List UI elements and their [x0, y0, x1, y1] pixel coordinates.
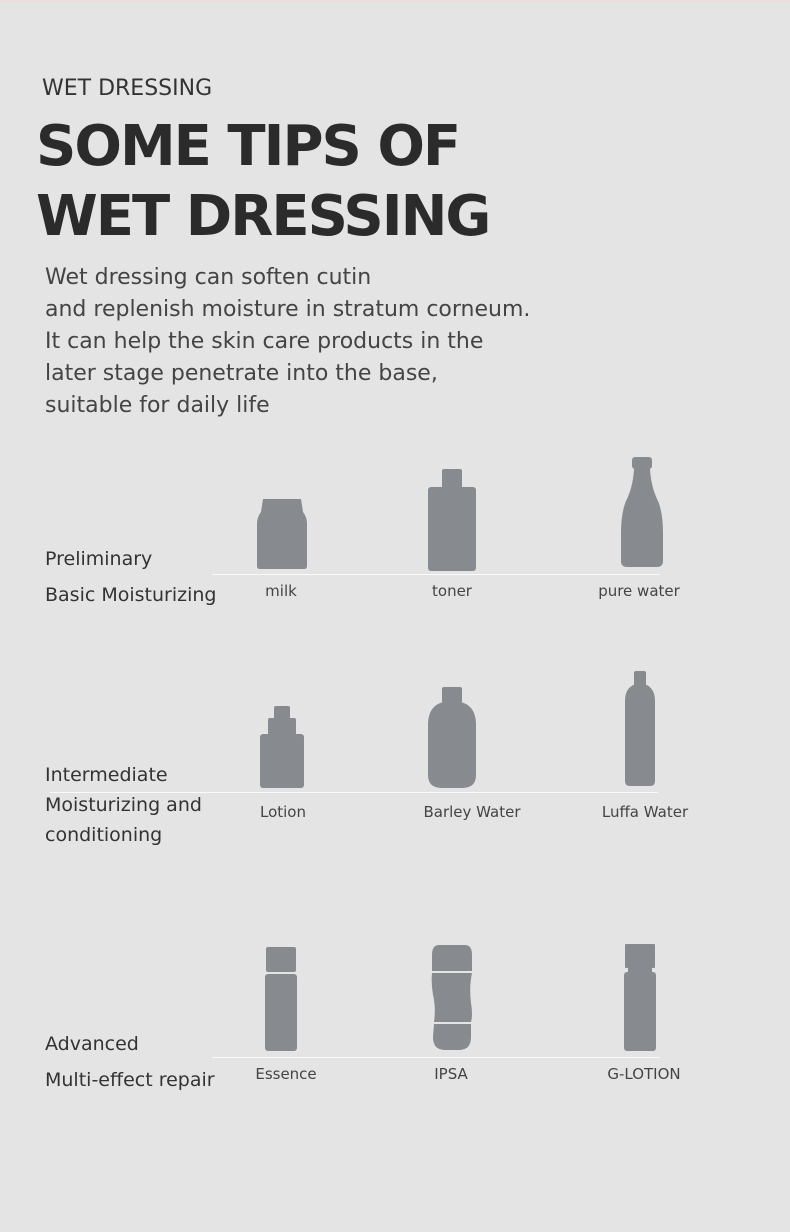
intro-line: suitable for daily life [45, 393, 270, 418]
rounded-bottle-icon [428, 687, 476, 789]
block-cap-bottle-icon [624, 944, 656, 1052]
tall-flask-bottle-icon [620, 457, 664, 569]
stage-label-line: conditioning [45, 824, 163, 846]
jar-bottle-icon [256, 498, 308, 570]
intro-line: Wet dressing can soften cutin [45, 265, 372, 290]
stage-label-line: Moisturizing and [45, 794, 202, 816]
square-bottle-icon [428, 469, 476, 571]
intro-paragraph [45, 262, 530, 422]
product-name: Luffa Water [601, 803, 689, 821]
stage-label-advanced [45, 1026, 215, 1098]
stage-label-intermediate [45, 760, 202, 850]
page-title-line-2: WET DRESSING [36, 184, 490, 249]
stage-label-line: Advanced [45, 1033, 139, 1055]
stage-label-line: Multi-effect repair [45, 1069, 215, 1091]
intro-line: later stage penetrate into the base, [45, 361, 438, 386]
pump-bottle-icon [260, 706, 304, 788]
stage-label-line: Preliminary [45, 548, 153, 570]
intro-line: and replenish moisture in stratum corneum. [45, 297, 531, 322]
page-title [36, 112, 489, 252]
cap-bottle-icon [265, 947, 297, 1051]
stage-label-preliminary [45, 541, 216, 613]
stage-label-line: Intermediate [45, 764, 168, 786]
shelf-line [212, 1057, 660, 1058]
product-name: G-LOTION [607, 1065, 681, 1083]
page-title-line-1: SOME TIPS OF [36, 114, 460, 179]
shelf-line [50, 792, 658, 793]
top-accent-line [0, 0, 790, 2]
product-name: IPSA [434, 1065, 468, 1083]
shelf-line [212, 574, 660, 575]
intro-line: It can help the skin care products in the [45, 329, 484, 354]
product-name: Lotion [259, 803, 307, 821]
stage-label-line: Basic Moisturizing [45, 584, 217, 606]
eyebrow-heading: WET DRESSING [42, 76, 213, 101]
product-name: Essence [255, 1065, 317, 1083]
slim-bottle-icon [624, 671, 656, 787]
curved-bottle-icon [431, 945, 473, 1051]
product-name: toner [432, 582, 472, 600]
product-name: pure water [598, 582, 680, 600]
product-name: Barley Water [423, 803, 521, 821]
product-name: milk [265, 582, 297, 600]
